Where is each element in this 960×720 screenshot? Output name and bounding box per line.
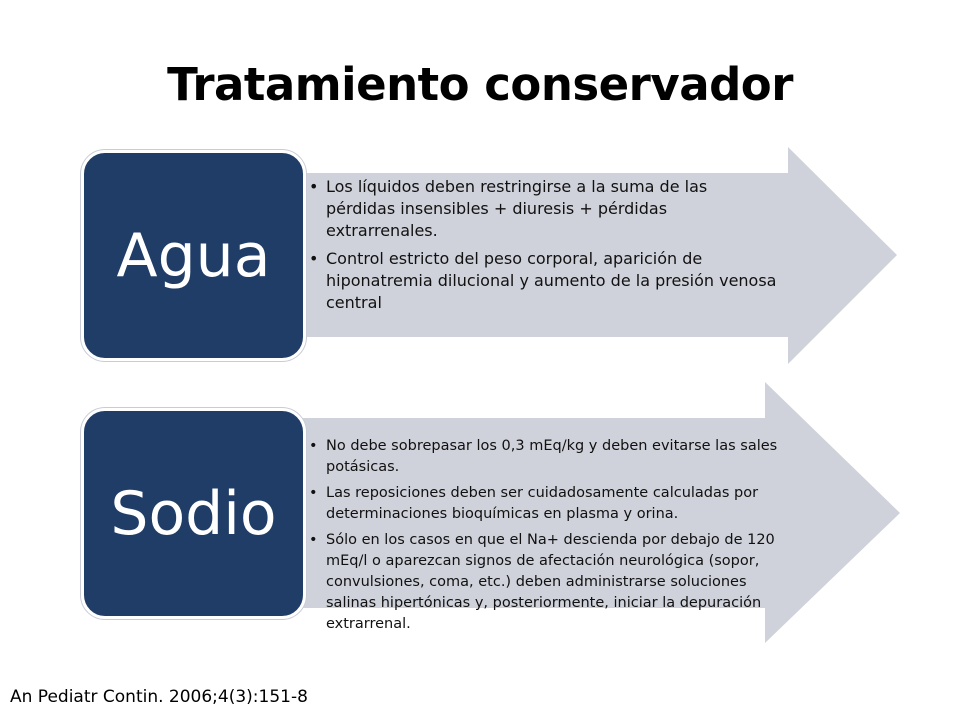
section-label-sodio: Sodio xyxy=(81,408,306,619)
sodio-bullet-1: • No debe sobrepasar los 0,3 mEq/kg y deben evitarse las sales potásicas. xyxy=(309,436,799,478)
section-label-agua: Agua xyxy=(81,150,306,361)
sodio-bullet-3: • Sólo en los casos en que el Na+ descienda por debajo de 120 mEq/l o aparezcan signos de afectación neurológica (sopor, convulsiones, coma, etc.) deben administrarse soluciones salinas hipertónicas y, posteriormente, iniciar la depuración extrarrenal. xyxy=(309,530,799,635)
sodio-bullet-list xyxy=(309,436,799,640)
slide-title: Tratamiento conservador xyxy=(167,58,793,111)
agua-bullet-list xyxy=(309,176,779,320)
agua-bullet-2: • Control estricto del peso corporal, aparición de hiponatremia dilucional y aumento de la presión venosa central xyxy=(309,248,779,314)
citation: An Pediatr Contin. 2006;4(3):151-8 xyxy=(10,687,308,707)
sodio-bullet-2: • Las reposiciones deben ser cuidadosamente calculadas por determinaciones bioquímicas en plasma y orina. xyxy=(309,483,799,525)
agua-bullet-1: • Los líquidos deben restringirse a la suma de las pérdidas insensibles + diuresis + pérdidas extrarrenales. xyxy=(309,176,779,242)
